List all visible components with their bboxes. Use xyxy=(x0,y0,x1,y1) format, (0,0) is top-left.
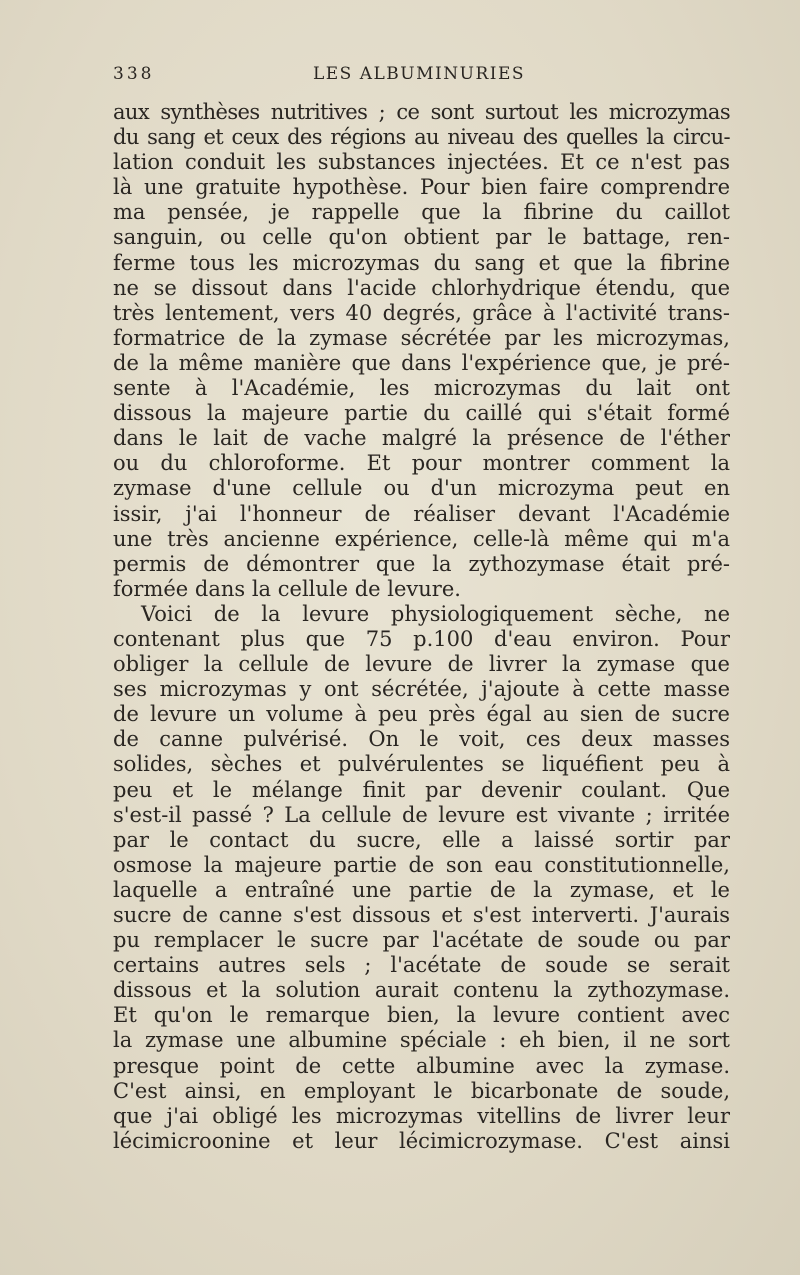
text-line: laquelle a entraîné une partie de la zymase, et le xyxy=(113,877,730,902)
text-line: Et qu'on le remarque bien, la levure contient avec xyxy=(113,1003,730,1028)
text-line: ferme tous les microzymas du sang et que la fibrine xyxy=(113,250,730,275)
text-line: zymase d'une cellule ou d'un microzyma peut en xyxy=(113,476,730,501)
text-line: du sang et ceux des régions au niveau des quelles la circu- xyxy=(113,125,730,150)
text-line: que j'ai obligé les microzymas vitellins de livrer leur xyxy=(113,1103,730,1128)
text-line: pu remplacer le sucre par l'acétate de soude ou par xyxy=(113,928,730,953)
text-line: Voici de la levure physiologiquement sèche, ne xyxy=(141,601,730,626)
text-line: ma pensée, je rappelle que la fibrine du caillot xyxy=(113,200,730,225)
text-line: s'est-il passé ? La cellule de levure est vivante ; irritée xyxy=(113,802,730,827)
text-line: sucre de canne s'est dissous et s'est interverti. J'aurais xyxy=(113,903,730,927)
text-line: obliger la cellule de levure de livrer la zymase que xyxy=(113,652,730,677)
text-line: de canne pulvérisé. On le voit, ces deux masses xyxy=(113,727,730,752)
text-line: osmose la majeure partie de son eau constitutionnelle, xyxy=(113,852,730,877)
text-line: certains autres sels ; l'acétate de soude se serait xyxy=(113,953,730,978)
text-line: par le contact du sucre, elle a laissé sortir par xyxy=(113,827,730,852)
page-number: 338 xyxy=(113,64,155,84)
text-line: permis de démontrer que la zythozymase était pré- xyxy=(113,551,730,576)
text-line: ne se dissout dans l'acide chlorhydrique étendu, que xyxy=(113,275,730,300)
text-line: dans le lait de vache malgré la présence de l'éther xyxy=(113,426,730,451)
text-line: de levure un volume à peu près égal au sien de sucre xyxy=(113,702,730,727)
text-line: formée dans la cellule de levure. xyxy=(113,576,461,601)
text-line: contenant plus que 75 p.100 d'eau environ. Pour xyxy=(113,626,730,651)
text-line: une très ancienne expérience, celle-là même qui m'a xyxy=(113,526,730,551)
text-line: sente à l'Académie, les microzymas du lait ont xyxy=(113,376,730,401)
text-line: sanguin, ou celle qu'on obtient par le battage, ren- xyxy=(113,225,730,250)
text-line: ses microzymas y ont sécrétée, j'ajoute à cette masse xyxy=(113,677,730,702)
text-line: de la même manière que dans l'expérience que, je pré- xyxy=(113,350,730,375)
text-line: lation conduit les substances injectées. Et ce n'est pas xyxy=(113,150,730,175)
text-line: lécimicroonine et leur lécimicrozymase. C'est ainsi xyxy=(113,1128,730,1153)
text-line: dissous et la solution aurait contenu la zythozymase. xyxy=(113,978,730,1003)
text-line: dissous la majeure partie du caillé qui s'était formé xyxy=(113,401,730,426)
text-line: C'est ainsi, en employant le bicarbonate de soude, xyxy=(113,1078,730,1103)
paragraph-1 xyxy=(113,100,730,602)
running-title: LES ALBUMINURIES xyxy=(312,64,526,84)
paragraph-2 xyxy=(113,602,730,1154)
text-line: la zymase une albumine spéciale : eh bien, il ne sort xyxy=(113,1028,730,1053)
text-line: formatrice de la zymase sécrétée par les microzymas, xyxy=(113,325,730,350)
text-line: presque point de cette albumine avec la zymase. xyxy=(113,1053,730,1078)
text-line: là une gratuite hypothèse. Pour bien faire comprendre xyxy=(113,175,730,200)
text-line: très lentement, vers 40 degrés, grâce à l'activité trans- xyxy=(113,300,730,325)
text-line: peu et le mélange finit par devenir coulant. Que xyxy=(113,777,730,802)
text-line: issir, j'ai l'honneur de réaliser devant l'Académie xyxy=(113,501,730,526)
body-text xyxy=(113,100,730,1154)
page-header xyxy=(113,64,725,90)
text-line: aux synthèses nutritives ; ce sont surtout les microzymas xyxy=(113,100,730,124)
text-line: ou du chloroforme. Et pour montrer comment la xyxy=(113,451,730,476)
text-line: solides, sèches et pulvérulentes se liquéfient peu à xyxy=(113,752,730,777)
